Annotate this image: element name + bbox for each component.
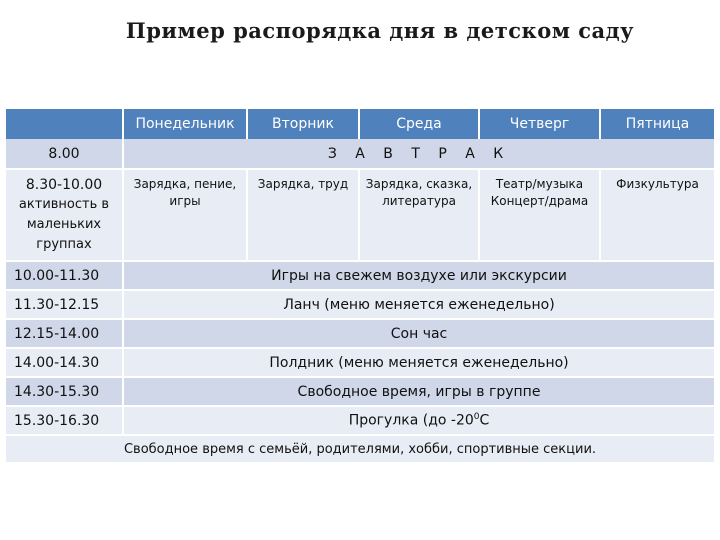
page-title: Пример распорядка дня в детском саду <box>125 18 635 43</box>
wednesday-activity: Зарядка, сказка, литература <box>359 169 479 261</box>
table-row <box>6 406 714 435</box>
table-row <box>6 377 714 406</box>
header-day-friday: Пятница <box>600 109 714 139</box>
footer-cell: Свободное время с семьёй, родителями, хобби, спортивные секции. <box>6 435 714 462</box>
friday-activity: Физкультура <box>600 169 714 261</box>
header-row <box>6 109 714 139</box>
monday-activity: Зарядка, пение, игры <box>123 169 247 261</box>
time-cell: 10.00-11.30 <box>6 261 123 290</box>
time-cell: 11.30-12.15 <box>6 290 123 319</box>
table-row <box>6 139 714 169</box>
table-row <box>6 290 714 319</box>
time-cell: 14.00-14.30 <box>6 348 123 377</box>
activity-cell: Свободное время, игры в группе <box>123 377 714 406</box>
time-cell: 12.15-14.00 <box>6 319 123 348</box>
time-cell: 8.00 <box>6 139 123 169</box>
header-day-monday: Понедельник <box>123 109 247 139</box>
activity-text: Прогулка (до -20 <box>348 412 474 429</box>
header-day-thursday: Четверг <box>479 109 600 139</box>
table-row <box>6 319 714 348</box>
activity-cell: Сон час <box>123 319 714 348</box>
header-corner <box>6 109 123 139</box>
header-day-wednesday: Среда <box>359 109 479 139</box>
degree-superscript: 0 <box>473 412 480 423</box>
activity-cell <box>123 406 714 435</box>
table-row <box>6 348 714 377</box>
time-cell: 14.30-15.30 <box>6 377 123 406</box>
footer-row <box>6 435 714 462</box>
time-cell: 15.30-16.30 <box>6 406 123 435</box>
tuesday-activity: Зарядка, труд <box>247 169 359 261</box>
activity-text-tail: С <box>479 412 490 429</box>
time-note: активность в маленьких группах <box>18 197 110 252</box>
activity-cell: Игры на свежем воздухе или экскурсии <box>123 261 714 290</box>
header-day-tuesday: Вторник <box>247 109 359 139</box>
table-row <box>6 169 714 261</box>
activity-cell: Полдник (меню меняется еженедельно) <box>123 348 714 377</box>
table-row <box>6 261 714 290</box>
thursday-activity: Театр/музыка Концерт/драма <box>479 169 600 261</box>
time-label: 8.30-10.00 <box>25 177 103 193</box>
schedule-table <box>6 109 714 462</box>
time-cell <box>6 169 123 261</box>
activity-cell: З А В Т Р А К <box>123 139 714 169</box>
activity-cell: Ланч (меню меняется еженедельно) <box>123 290 714 319</box>
